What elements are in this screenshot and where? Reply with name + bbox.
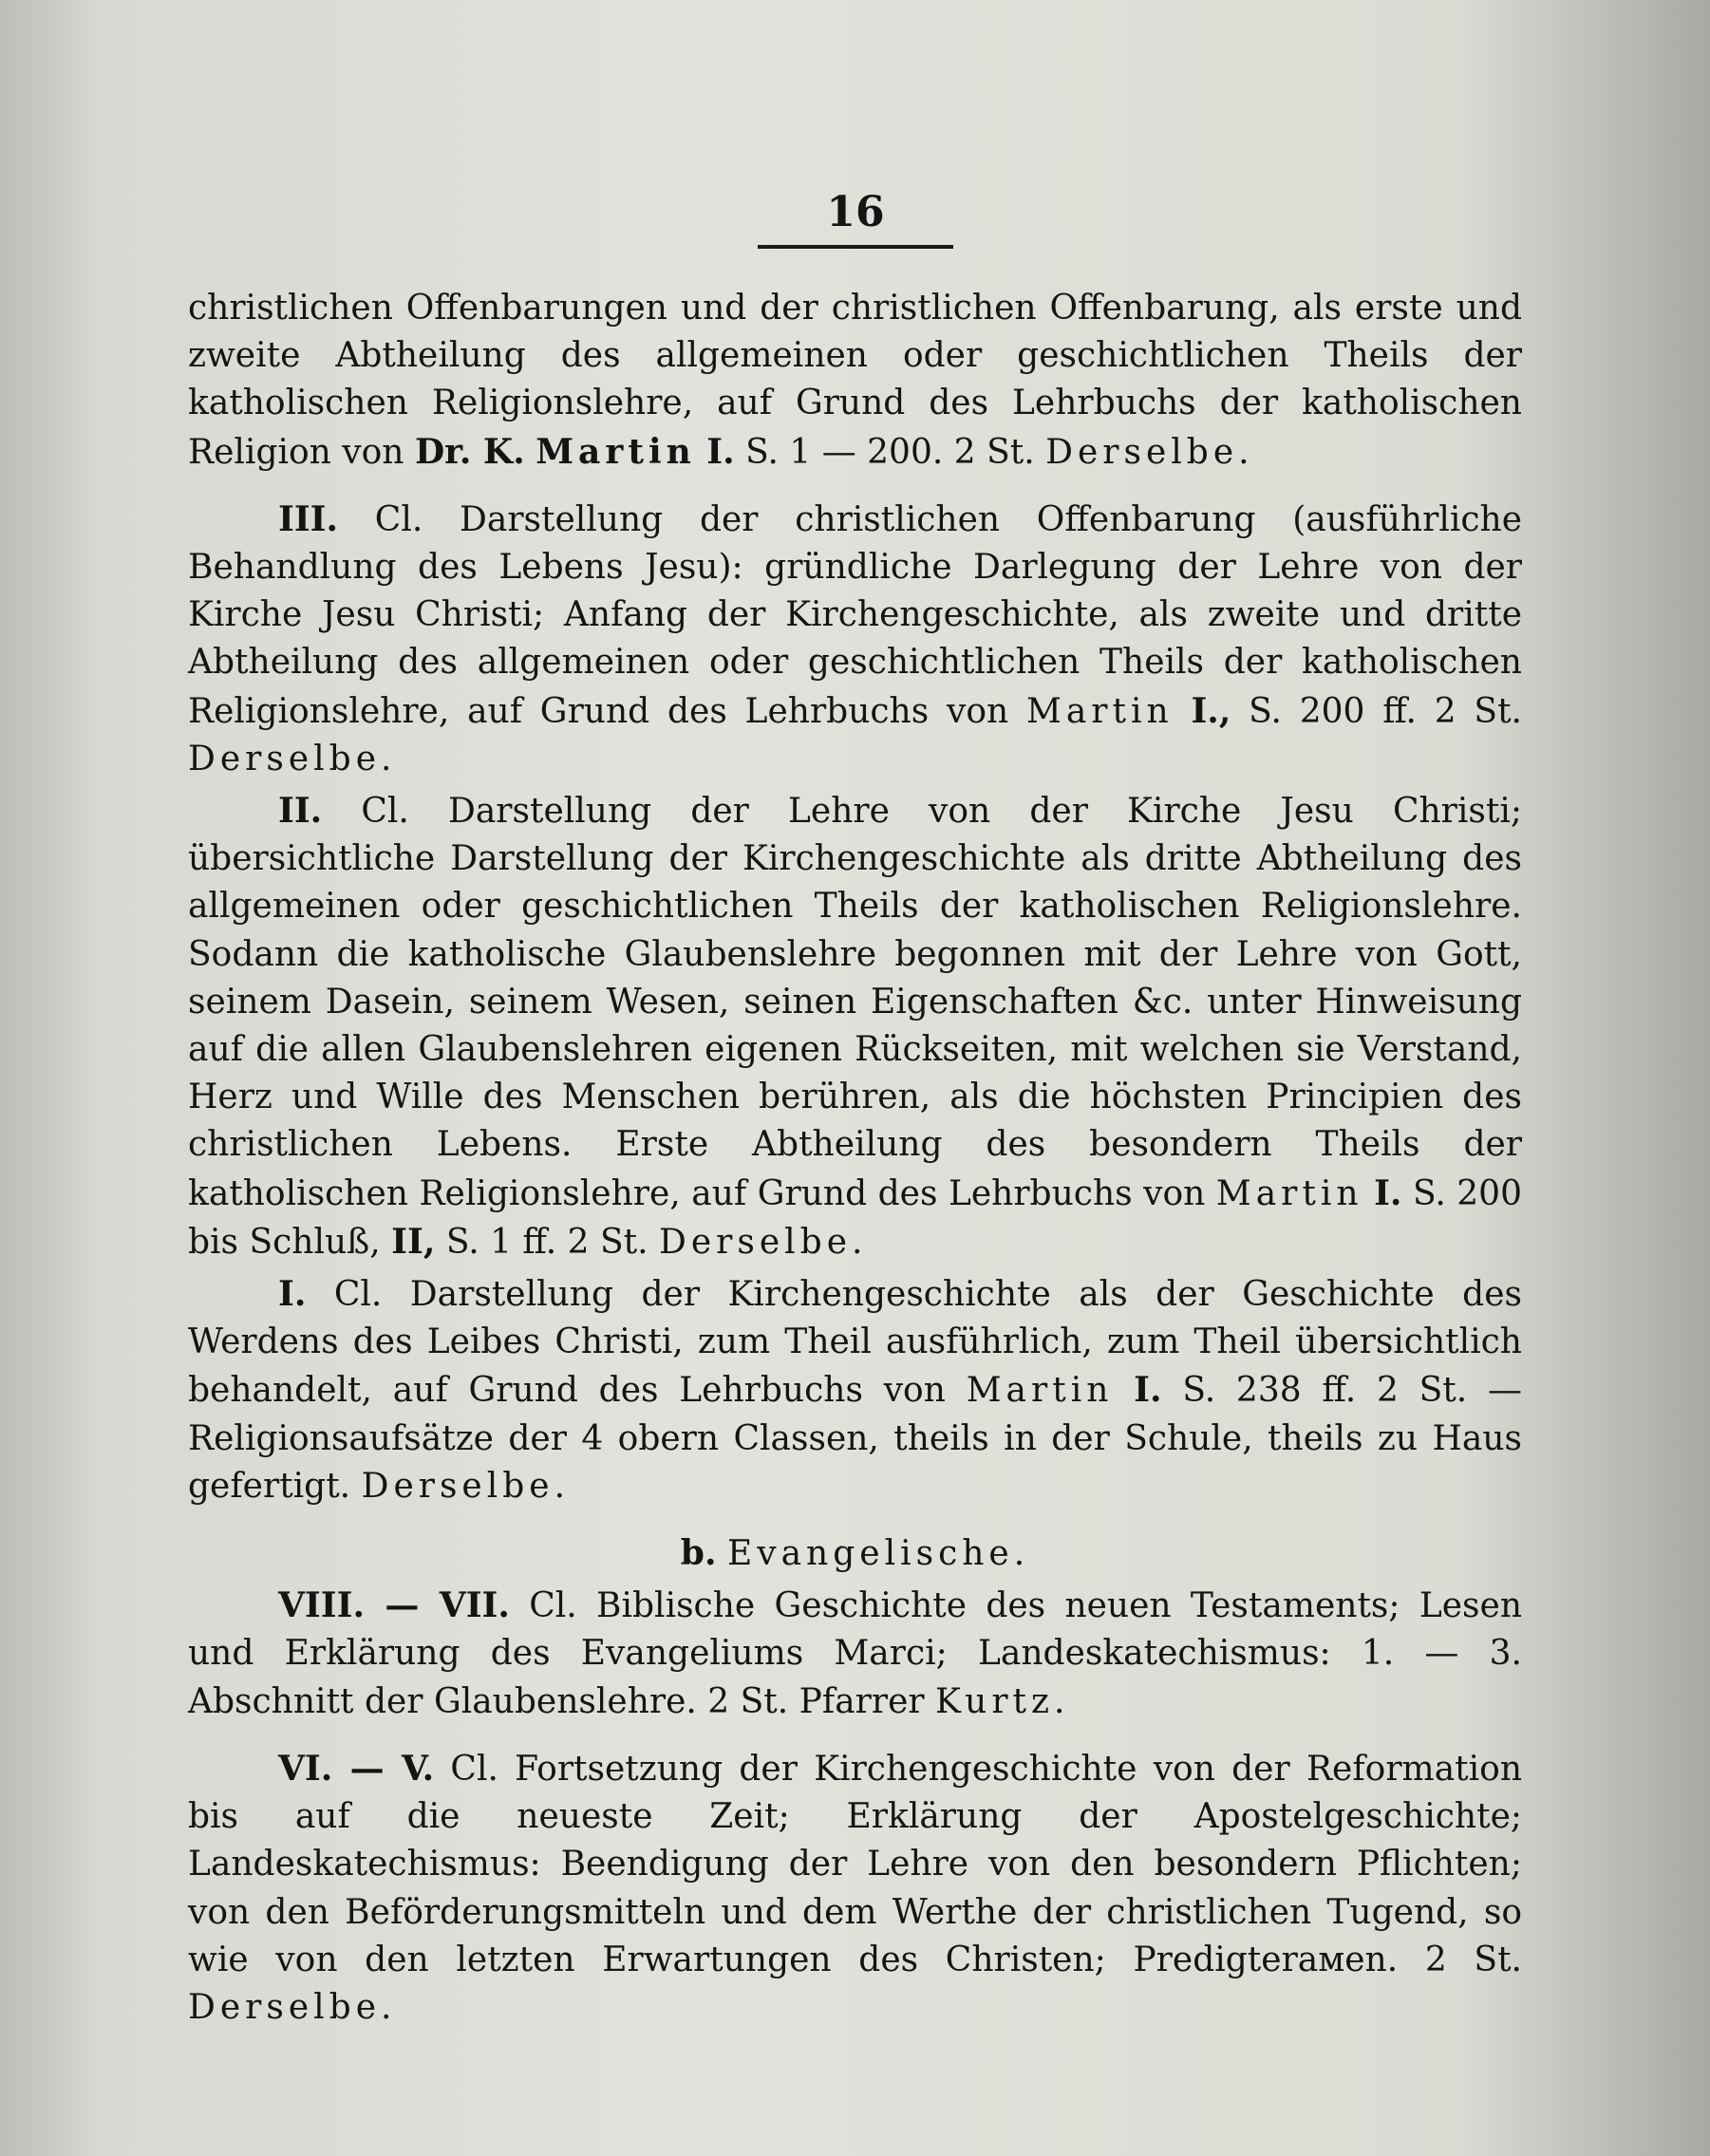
paragraph-text-after: S. 1 ff. 2 St. xyxy=(445,1222,648,1262)
paragraph-class-viii-vii xyxy=(188,1582,1522,1726)
volume-number: I. xyxy=(1134,1370,1162,1411)
page-number: 16 xyxy=(826,188,885,236)
paragraph-text-after: S. 1 — 200. 2 St. xyxy=(745,432,1035,472)
paragraph-class-i xyxy=(188,1270,1522,1510)
section-heading xyxy=(188,1529,1522,1578)
class-label: VIII. — VII. xyxy=(278,1585,510,1626)
author-name: Martin xyxy=(536,431,696,472)
author-title: Dr. K. xyxy=(414,431,525,472)
body-text xyxy=(188,285,1522,2032)
teacher-name: Derselbe. xyxy=(1045,432,1254,472)
class-label: III. xyxy=(278,498,339,539)
paragraph-text: Cl. Darstellung der christlichen Offenbarung (ausführliche Behandlung des Lebens Jesu): gründliche Darlegung der Lehre von der Kirche Jesu Christi; Anfang der Kirchengeschichte, als zweite und dritte Abtheilung des allgemeinen oder geschichtlichen Theils der katholischen Religionslehre, auf Grund des Lehrbuchs von xyxy=(188,499,1522,731)
class-label: VI. — V. xyxy=(278,1748,435,1789)
author-name: Martin xyxy=(1215,1173,1363,1213)
paragraph-class-ii xyxy=(188,787,1522,1266)
paragraph-text: Cl. Darstellung der Lehre von der Kirche Jesu Christi; übersichtliche Darstellung der Kirchengeschichte als dritte Abtheilung des allgemeinen oder geschichtlichen Theils der katholischen Religionslehre. Sodann die katholische Glaubenslehre begonnen mit der Lehre von Gott, seinem Dasein, seinem Wesen, seinen Eigenschaften &c. unter Hinweisung auf die allen Glaubenslehren eigenen Rückseiten, mit welchen sie Verstand, Herz und Wille des Menschen berühren, als die höchsten Principien des christlichen Lebens. Erste Abtheilung des besondern Theils der katholischen Religionslehre, auf Grund des Lehrbuchs von xyxy=(188,792,1522,1213)
section-mark: b. xyxy=(680,1533,717,1574)
teacher-name: Derselbe. xyxy=(188,739,397,778)
paragraph-class-iii xyxy=(188,496,1522,783)
section-title: Evangelische. xyxy=(726,1534,1030,1574)
paragraph-continuation xyxy=(188,285,1522,477)
teacher-name: Derselbe. xyxy=(658,1222,868,1262)
volume-number: I., xyxy=(1191,690,1231,731)
paragraph-text: Cl. Darstellung der Kirchengeschichte als der Geschichte des Werdens des Leibes Christi, zum Theil ausführlich, zum Theil übersichtlich behandelt, auf Grund des Lehrbuchs von xyxy=(188,1275,1522,1411)
paragraph-text: Cl. Biblische Geschichte des neuen Testaments; Lesen und Erklärung des Evangeliums Marci; Landeskatechismus: 1. — 3. Abschnitt der Glaubenslehre. 2 St. Pfarrer xyxy=(188,1586,1523,1721)
teacher-name: Derselbe. xyxy=(361,1466,571,1506)
class-label: II. xyxy=(278,791,323,832)
paragraph-class-vi-v xyxy=(188,1745,1522,2032)
paragraph-text: christlichen Offenbarungen und der christlichen Offenbarung, als erste und zweite Abtheilung des allgemeinen oder geschichtlichen Theils der katholischen Religionslehre, auf Grund des Lehrbuchs der katholischen Religion von xyxy=(188,289,1522,472)
page-number-rule xyxy=(758,245,953,249)
volume-number-2: II, xyxy=(391,1221,436,1262)
author-name: Martin xyxy=(1025,691,1174,731)
teacher-name: Derselbe. xyxy=(188,1987,397,2027)
paragraph-text-after: S. 200 ff. 2 St. xyxy=(1249,691,1522,731)
volume-number: I. xyxy=(706,431,735,472)
paragraph-text-after: S. 238 ff. 2 St. — Religionsaufsätze der 4 obern Classen, theils in der Schule, theils zu Haus gefertigt. xyxy=(188,1371,1522,1506)
teacher-name: Kurtz. xyxy=(935,1681,1070,1721)
author-name: Martin xyxy=(966,1371,1114,1411)
class-label: I. xyxy=(278,1274,307,1315)
paragraph-text: Cl. Fortsetzung der Kirchengeschichte von der Reformation bis auf die neueste Zeit; Erklärung der Apostelgeschichte; Landeskatechismus: Beendigung der Lehre von den besondern Pflichten; von den Beförderungsmitteln und dem Werthe der christlichen Tugend, so wie von den letzten Erwartungen des Christen; Predigterамen. 2 St. xyxy=(188,1749,1522,1979)
paragraph-text-mid: S. 200 bis Schluß, xyxy=(188,1173,1522,1262)
volume-number: I. xyxy=(1374,1172,1402,1213)
